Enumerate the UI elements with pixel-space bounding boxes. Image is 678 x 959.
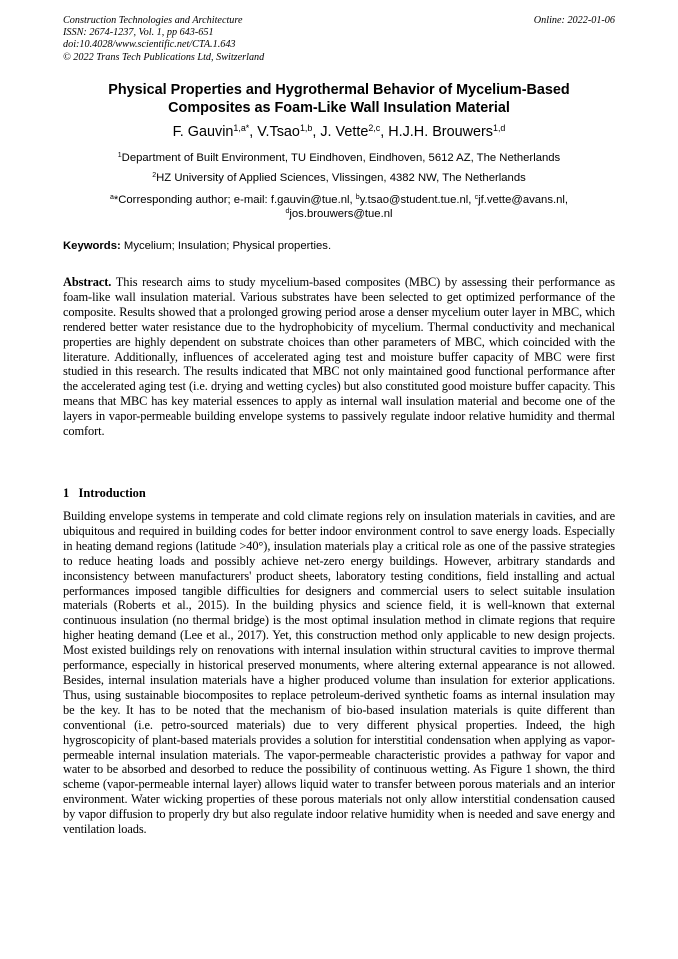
- abstract: [63, 275, 615, 439]
- email: y.tsao@student.tue.nl,: [359, 194, 475, 206]
- email: jos.brouwers@tue.nl: [289, 208, 393, 220]
- author-separator: ,: [312, 124, 321, 140]
- section-number: 1: [63, 486, 70, 500]
- corresponding-author: [63, 193, 615, 221]
- abstract-label: Abstract.: [63, 275, 112, 289]
- email-marker: b: [355, 194, 360, 202]
- copyright: © 2022 Trans Tech Publications Ltd, Switzerland: [63, 51, 265, 63]
- email: jf.vette@avans.nl,: [478, 194, 569, 206]
- author-name: V.Tsao: [257, 124, 300, 140]
- corresponding-text: *Corresponding author; e-mail: f.gauvin@tue.nl,: [113, 194, 356, 206]
- author-affiliation: 1,d: [492, 123, 506, 134]
- author-separator: ,: [249, 124, 258, 140]
- author-name: F. Gauvin: [172, 124, 234, 140]
- affiliation-marker: 2: [152, 172, 157, 180]
- affiliation-marker: 1: [117, 152, 122, 160]
- affiliation-text: Department of Built Environment, TU Eindhoven, Eindhoven, 5612 AZ, The Netherlands: [121, 152, 561, 164]
- keywords: [63, 240, 615, 252]
- affiliation-2: [63, 171, 615, 185]
- affiliation-text: HZ University of Applied Sciences, Vlissingen, 4382 NW, The Netherlands: [156, 172, 526, 184]
- affiliation-1: [63, 151, 615, 165]
- author-affiliation: 1,b: [299, 123, 313, 134]
- section-heading: [63, 486, 146, 501]
- journal-name: Construction Technologies and Architecture: [63, 15, 243, 26]
- author-affiliation: 1,a*: [233, 123, 250, 134]
- author-name: J. Vette: [320, 124, 369, 140]
- doi: doi:10.4028/www.scientific.net/CTA.1.643: [63, 39, 236, 51]
- online-date: Online: 2022-01-06: [533, 15, 615, 26]
- section-title: Introduction: [78, 486, 146, 500]
- title-line-1: Physical Properties and Hygrothermal Behavior of Mycelium-Based: [108, 82, 570, 98]
- author-name: H.J.H. Brouwers: [388, 124, 493, 140]
- title-line-2: Composites as Foam-Like Wall Insulation Material: [168, 99, 510, 116]
- paper-title: [63, 82, 615, 117]
- abstract-text: This research aims to study mycelium-based composites (MBC) by assessing their performance as foam-like wall insulation material. Various substrates have been selected to get optimized performance of the composite. Results showed that a prolonged growing period arose a denser mycelium outer layer in MBC, which rendered better water resistance due to the hydrophobicity of mycelium. Thermal conductivity and mechanical properties are highly dependent on substrate choices than other parameters of MBC, which coincided with the literature. Additionally, influences of accelerated aging test and moisture buffer capacity of MBC were first studied in this research. The results indicated that MBC not only maintained good functional performance after the accelerated aging test (i.e. drying and wetting cycles) but also constituted good moisture buffer capacity. This means that MBC has key material essences to apply as internal wall insulation material and become one of the layers in vapor-permeable building envelope systems to passively regulate indoor relative humidity and thermal comfort.: [63, 275, 615, 439]
- email-marker: c: [474, 194, 479, 202]
- page-header: [63, 15, 615, 64]
- author-affiliation: 2,c: [368, 123, 381, 134]
- keywords-label: Keywords:: [63, 240, 121, 252]
- email-marker: d: [285, 208, 290, 216]
- author-separator: ,: [380, 124, 389, 140]
- email-marker: a: [109, 194, 114, 202]
- author-list: [63, 124, 615, 141]
- keywords-text: Mycelium; Insulation; Physical properties.: [120, 240, 332, 252]
- introduction-paragraph: Building envelope systems in temperate and cold climate regions rely on insulation materials in cavities, and are ubiquitous and required in building codes for better indoor environment control to save energy loads. Especially in heating demand regions (latitude >40°), insulation materials play a critical role as one of the passive strategies to reduce heating loads and possibly achieve net-zero energy buildings. However, arbitrary standards and inconsistency between manufacturers' product sheets, laboratory testing conditions, field installing and actual performances imposed tangible difficulties for designers and commercial users to select suitable insulation materials (Roberts et al., 2015). In the building physics and science field, it is well-known that external continuous insulation (no thermal bridge) is the most optimal insulation method in climate regions that require higher heating demand (Lee et al., 2017). Yet, this construction method only applicable to new design projects. Most existed buildings rely on renovations with internal insulation within structural cavities to improve thermal performance, especially in historical preserved monuments, where altering external appearance is not allowed. Besides, internal insulation materials have a higher produced volume than insulation for exterior applications. Thus, using sustainable biocomposites to replace petroleum-derived synthetic foams as internal insulation may be the key. It has to be noted that the mechanism of bio-based insulation materials is quite different than conventional (i.e. petro-sourced materials) due to very different physical properties. Indeed, the high hygroscopicity of plant-based materials provides a solution for interstitial condensation when applying as vapor-permeable internal insulation materials. The vapor-permeable characteristic provides a pathway for vapor and water to be absorbed and desorbed to reduce the possibility of continuous wetting. As Figure 1 shown, the third scheme (vapor-permeable internal layer) allows liquid water to transfer between porous materials and an interior environment. Water wicking properties of these porous materials not only allow interstitial condensation caused by vapor diffusion to properly dry but also regulate indoor relative humidity when is needed and save energy and ventilation loads.: [63, 509, 615, 837]
- issn: ISSN: 2674-1237, Vol. 1, pp 643-651: [63, 27, 214, 39]
